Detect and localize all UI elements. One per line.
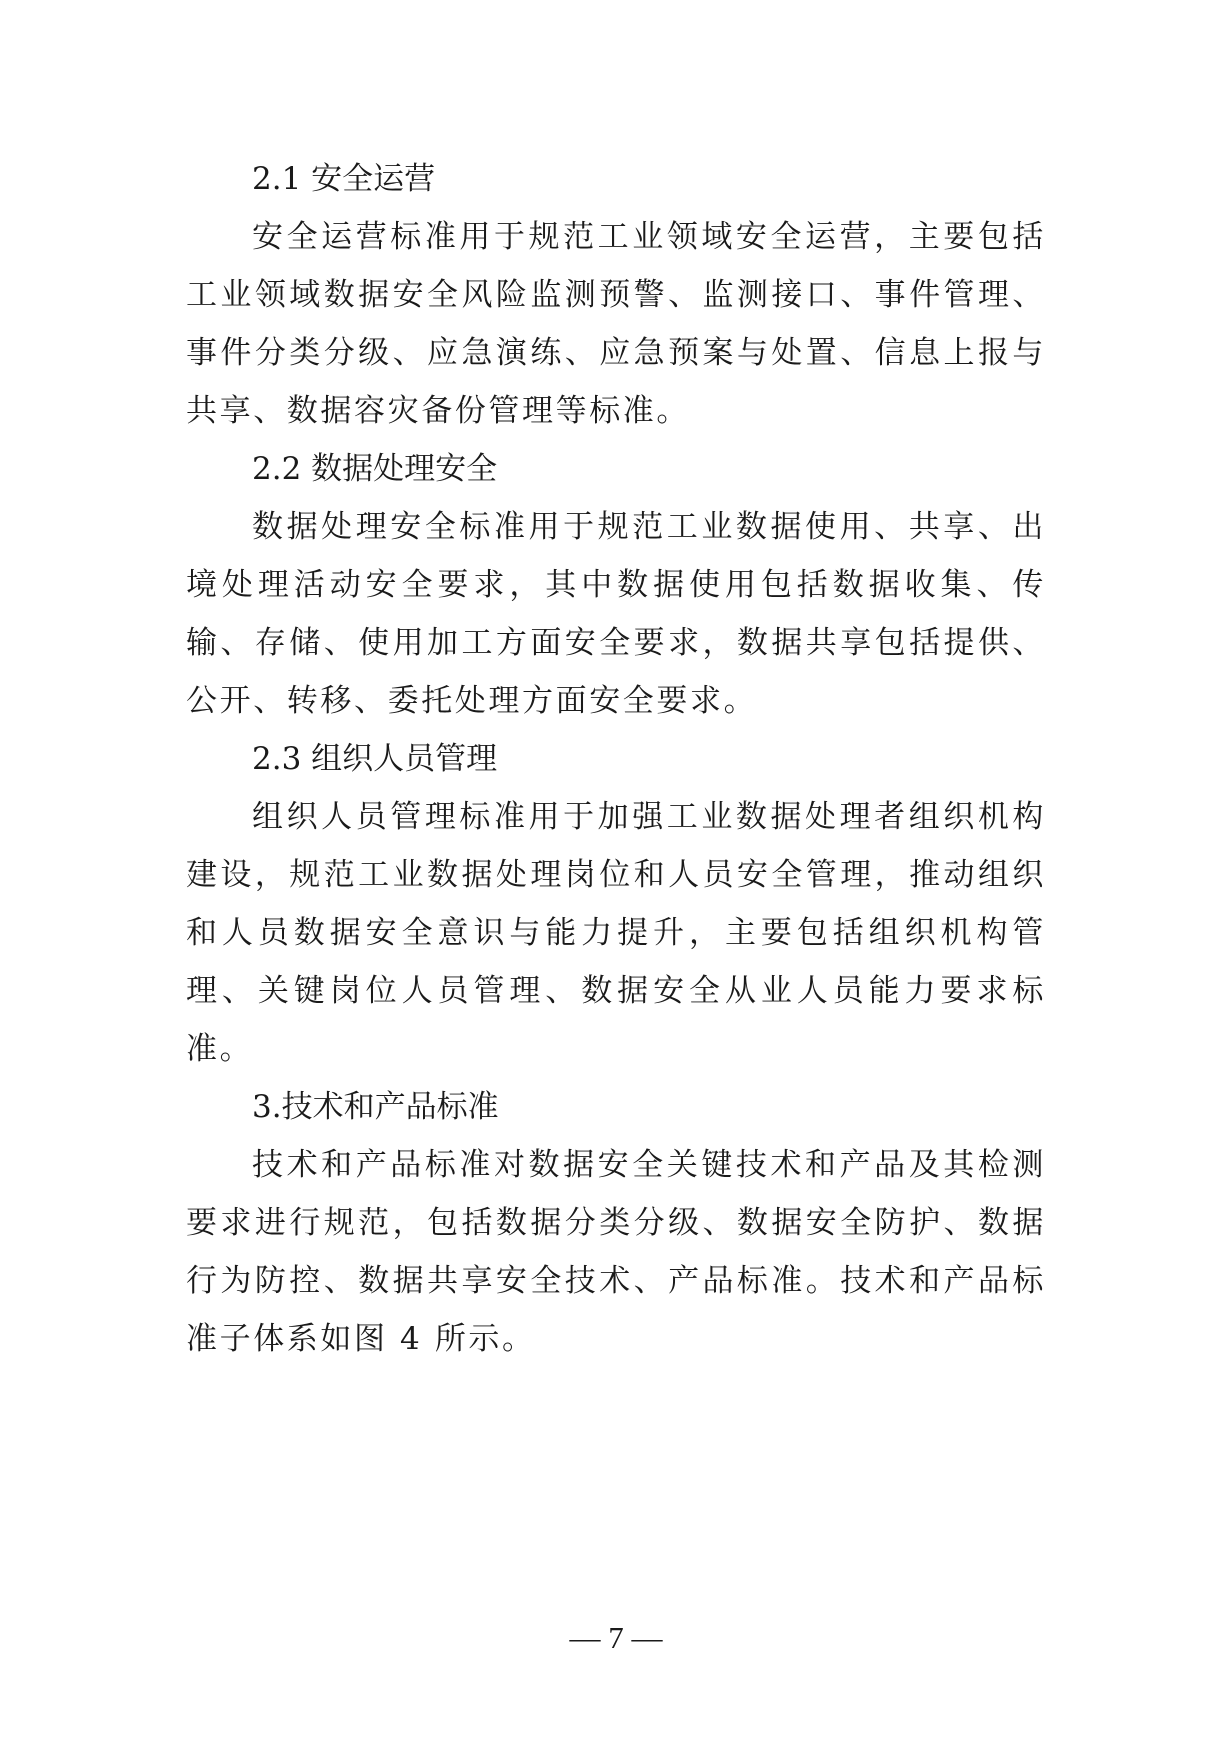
section-heading-3: 3.技术和产品标准 xyxy=(252,1089,499,1125)
page-content xyxy=(186,150,1046,1368)
section-heading-2-1: 2.1 安全运营 xyxy=(252,161,436,197)
section-body-3: 技术和产品标准对数据安全关键技术和产品及其检测要求进行规范，包括数据分类分级、数据安全防护、数据行为防控、数据共享安全技术、产品标准。技术和产品标准子体系如图 4 所示。 xyxy=(186,1147,1046,1357)
section-heading-2-2: 2.2 数据处理安全 xyxy=(252,451,498,487)
section-body-2-2: 数据处理安全标准用于规范工业数据使用、共享、出境处理活动安全要求，其中数据使用包括数据收集、传输、存储、使用加工方面安全要求，数据共享包括提供、公开、转移、委托处理方面安全要求。 xyxy=(186,509,1046,719)
section-heading-2-3: 2.3 组织人员管理 xyxy=(252,741,498,777)
section-body-2-1: 安全运营标准用于规范工业领域安全运营，主要包括工业领域数据安全风险监测预警、监测接口、事件管理、事件分类分级、应急演练、应急预案与处置、信息上报与共享、数据容灾备份管理等标准。 xyxy=(186,219,1046,429)
section-body-2-3: 组织人员管理标准用于加强工业数据处理者组织机构建设，规范工业数据处理岗位和人员安全管理，推动组织和人员数据安全意识与能力提升，主要包括组织机构管理、关键岗位人员管理、数据安全从业人员能力要求标准。 xyxy=(186,799,1046,1067)
page-number: — 7 — xyxy=(569,1620,663,1655)
